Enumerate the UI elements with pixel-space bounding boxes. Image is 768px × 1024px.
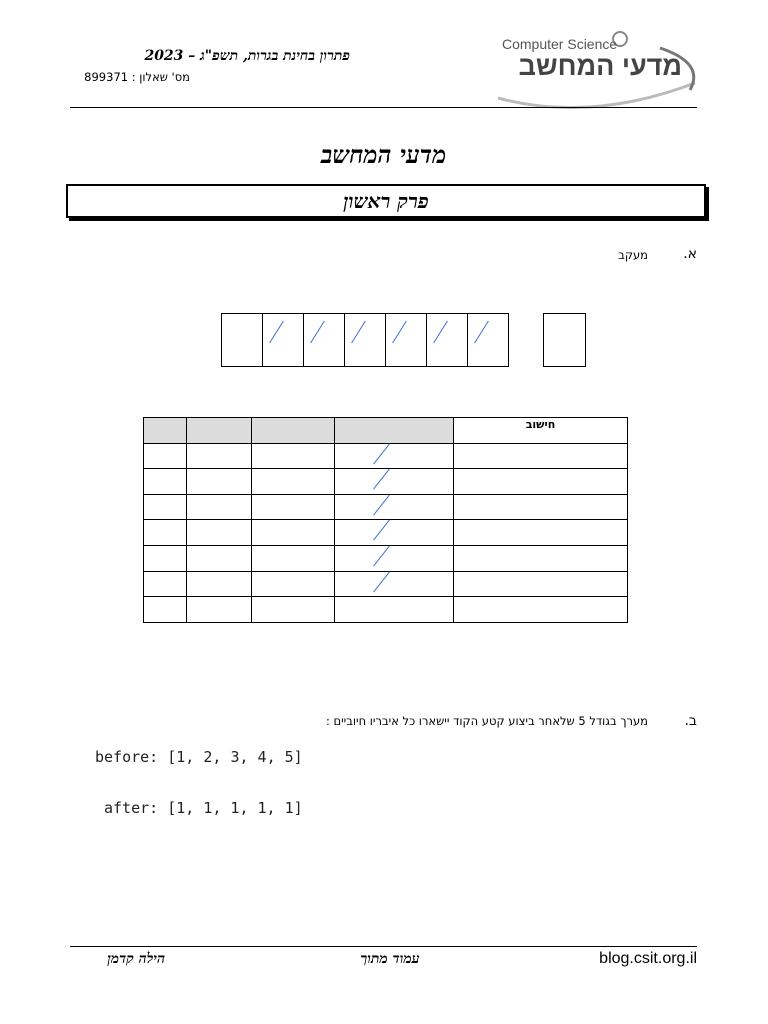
table-cell	[335, 418, 454, 444]
table-cell	[187, 443, 252, 469]
pen-slash-mark	[433, 321, 448, 344]
pen-slash-mark	[310, 321, 325, 344]
pen-slash-mark	[373, 571, 390, 592]
array-cell	[344, 313, 386, 367]
table-cell	[454, 571, 628, 597]
questionnaire-code: מס' שאלון : 899371	[84, 70, 190, 84]
trace-header-row	[144, 418, 628, 444]
table-cell	[335, 545, 454, 571]
main-title: מדעי המחשב	[320, 140, 447, 169]
table-cell	[335, 469, 454, 495]
pen-slash-mark	[351, 321, 366, 344]
logo-text-en: Computer Science	[502, 36, 618, 52]
pen-slash-mark	[392, 321, 407, 344]
logo-text-he: מדעי המחשב	[518, 51, 682, 81]
header-divider	[70, 107, 697, 108]
table-row	[144, 443, 628, 469]
pen-slash-mark	[373, 469, 390, 490]
table-cell	[187, 418, 252, 444]
pen-slash-mark	[269, 321, 284, 344]
chapter-title-box	[66, 184, 706, 218]
code-before: before: [1, 2, 3, 4, 5]	[95, 748, 303, 766]
table-cell	[335, 597, 454, 623]
array-cell	[385, 313, 427, 367]
table-row	[144, 469, 628, 495]
exam-title: פתרון בחינת בגרות, תשפ"ג – 2023	[144, 48, 350, 64]
table-cell	[252, 520, 335, 546]
table-cell	[454, 597, 628, 623]
variable-cell	[543, 313, 586, 367]
question-b-text: מערך בגודל 5 שלאחר ביצוע קטע הקוד יישארו כל איבריו חיוביים :	[325, 714, 648, 728]
question-a-number: א.	[683, 246, 697, 262]
pen-slash-mark	[373, 545, 390, 566]
array-cell	[221, 313, 263, 367]
table-cell	[144, 443, 187, 469]
array-cell	[262, 313, 304, 367]
table-cell	[144, 545, 187, 571]
table-cell	[252, 494, 335, 520]
table-cell	[454, 443, 628, 469]
table-cell	[335, 494, 454, 520]
table-row	[144, 520, 628, 546]
footer-divider	[70, 946, 697, 947]
table-cell	[454, 469, 628, 495]
table-cell	[335, 520, 454, 546]
header-calc: חישוב	[454, 418, 628, 444]
table-row	[144, 545, 628, 571]
table-row	[144, 571, 628, 597]
array-cell	[426, 313, 468, 367]
table-cell	[454, 520, 628, 546]
table-cell	[454, 545, 628, 571]
table-cell	[144, 494, 187, 520]
pen-slash-mark	[373, 520, 390, 541]
trace-table	[143, 417, 628, 623]
table-cell	[252, 469, 335, 495]
table-cell	[252, 597, 335, 623]
footer-page-number: עמוד מתוך	[360, 951, 420, 967]
array-cell	[467, 313, 509, 367]
table-cell	[144, 571, 187, 597]
chapter-title: פרק ראשון	[343, 189, 429, 213]
table-cell	[144, 418, 187, 444]
footer-author: הילה קדמן	[107, 951, 165, 967]
table-row	[144, 494, 628, 520]
question-b-number: ב.	[684, 713, 697, 729]
table-cell	[454, 494, 628, 520]
table-cell	[252, 443, 335, 469]
question-a-label: מעקב	[618, 248, 648, 262]
pen-slash-mark	[474, 321, 489, 344]
table-cell	[252, 545, 335, 571]
footer-site-link[interactable]: blog.csit.org.il	[599, 950, 697, 967]
pen-slash-mark	[373, 443, 390, 464]
array-cell	[303, 313, 345, 367]
table-cell	[187, 469, 252, 495]
table-cell	[187, 520, 252, 546]
computer-science-logo	[490, 28, 705, 110]
table-cell	[252, 418, 335, 444]
table-cell	[144, 597, 187, 623]
table-cell	[187, 597, 252, 623]
pen-slash-mark	[373, 494, 390, 515]
table-cell	[187, 545, 252, 571]
array-diagram	[221, 313, 509, 365]
table-cell	[252, 571, 335, 597]
table-cell	[187, 571, 252, 597]
table-cell	[187, 494, 252, 520]
table-cell	[144, 469, 187, 495]
table-cell	[335, 571, 454, 597]
table-row	[144, 597, 628, 623]
code-after: after: [1, 1, 1, 1, 1]	[104, 799, 303, 817]
table-cell	[144, 520, 187, 546]
table-cell	[335, 443, 454, 469]
